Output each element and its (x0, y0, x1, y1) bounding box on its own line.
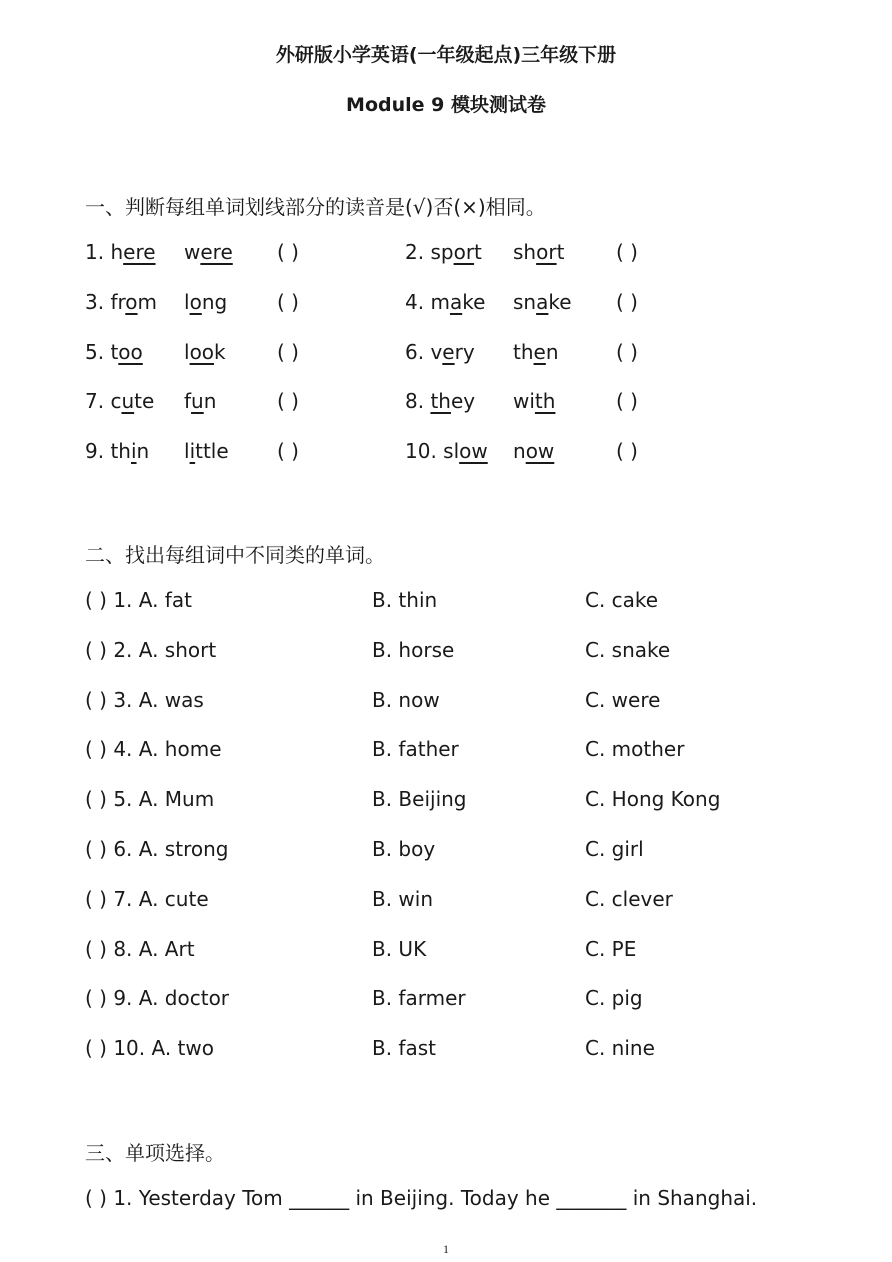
page-number: 1 (443, 1242, 449, 1256)
option-b: B. UK (372, 936, 427, 961)
word-part: ng (201, 289, 228, 314)
document-subtitle: Module 9 模块测试卷 (346, 94, 546, 116)
word-w1 (430, 340, 474, 364)
word-part: w (184, 240, 201, 264)
word-part: te (134, 389, 155, 414)
question-option-a: ( ) 9. A. doctor (85, 986, 230, 1011)
question-option-a: ( ) 2. A. short (85, 637, 217, 662)
word-part: sn (513, 289, 537, 314)
section2-heading: 二、找出每组词中不同类的单词。 (85, 543, 385, 567)
answer-bracket[interactable]: ( ) (616, 240, 638, 264)
word-w1 (430, 290, 485, 314)
pronunciation-row (85, 340, 845, 370)
word-part: th (513, 339, 534, 364)
word-w2 (184, 240, 233, 264)
underlined-part: o (189, 289, 202, 314)
pronunciation-row (85, 240, 845, 270)
word-w2 (513, 340, 559, 364)
answer-bracket[interactable]: ( ) (616, 439, 638, 464)
underlined-part: or (536, 240, 557, 264)
word-part: fr (110, 289, 126, 314)
word-w2 (184, 290, 227, 314)
underlined-part: u (121, 389, 135, 414)
word-w2 (513, 290, 572, 314)
answer-bracket[interactable]: ( ) (616, 289, 638, 314)
word-part: t (556, 240, 565, 264)
pronunciation-item (85, 290, 157, 314)
option-c: C. mother (585, 737, 685, 762)
option-b: B. farmer (372, 986, 466, 1011)
option-b: B. boy (372, 837, 436, 861)
word-w1 (443, 439, 488, 463)
word-w1 (110, 389, 154, 413)
answer-bracket[interactable]: ( ) (616, 339, 638, 364)
option-c: C. cake (585, 588, 659, 612)
word-w1 (110, 240, 155, 264)
answer-bracket[interactable]: ( ) (277, 289, 299, 314)
pronunciation-item (405, 240, 482, 264)
pronunciation-row (85, 439, 845, 469)
word-part: sp (430, 240, 454, 264)
word-part: l (184, 289, 190, 314)
word-part: n (136, 439, 150, 464)
underlined-part: or (453, 240, 475, 264)
word-w2 (513, 240, 564, 264)
item-number: 3. (85, 289, 105, 314)
section1-heading: 一、判断每组单词划线部分的读音是(√)否(×)相同。 (85, 195, 546, 219)
option-c: C. snake (585, 637, 671, 662)
word-w1 (110, 340, 142, 364)
word-part: f (184, 389, 192, 414)
option-c: C. clever (585, 886, 673, 911)
pronunciation-row (85, 389, 845, 419)
odd-one-out-row (85, 588, 845, 618)
question-option-a: ( ) 5. A. Mum (85, 787, 215, 812)
word-part: l (184, 339, 190, 364)
item-number: 4. (405, 289, 425, 314)
underlined-part: ere (200, 240, 233, 264)
word-part: ry (454, 339, 475, 364)
pronunciation-item (405, 389, 475, 413)
odd-one-out-row (85, 937, 845, 967)
odd-one-out-row (85, 1036, 845, 1066)
item-number: 2. (405, 240, 425, 264)
option-b: B. win (372, 886, 434, 911)
document-title: 外研版小学英语(一年级起点)三年级下册 (275, 44, 617, 66)
question-option-a: ( ) 4. A. home (85, 737, 222, 762)
pronunciation-item (405, 439, 488, 463)
underlined-part: o (125, 289, 138, 314)
underlined-part: u (191, 389, 204, 414)
question-option-a: ( ) 10. A. two (85, 1036, 214, 1061)
option-b: B. horse (372, 637, 455, 662)
pronunciation-item (85, 240, 156, 264)
item-number: 5. (85, 339, 105, 364)
word-part: n (513, 439, 526, 464)
answer-bracket[interactable]: ( ) (277, 240, 299, 264)
answer-bracket[interactable]: ( ) (277, 339, 299, 364)
word-part: m (137, 289, 158, 314)
word-part: ke (462, 289, 486, 314)
word-part: t (474, 240, 482, 264)
option-b: B. Beijing (372, 787, 467, 812)
pronunciation-item (405, 290, 485, 314)
underlined-part: e (442, 339, 455, 364)
question-option-a: ( ) 3. A. was (85, 687, 204, 712)
answer-bracket[interactable]: ( ) (277, 439, 299, 464)
question-option-a: ( ) 7. A. cute (85, 886, 209, 911)
pronunciation-item (405, 340, 475, 364)
word-part: th (110, 439, 131, 464)
option-c: C. were (585, 687, 661, 712)
odd-one-out-row (85, 986, 845, 1016)
underlined-part: e (533, 339, 546, 364)
word-part: v (430, 339, 443, 364)
item-number: 9. (85, 439, 105, 464)
word-part: n (545, 339, 559, 364)
word-part: ke (548, 289, 572, 314)
option-c: C. girl (585, 837, 644, 861)
option-c: C. Hong Kong (585, 787, 721, 812)
item-number: 1. (85, 240, 105, 264)
word-w1 (110, 439, 149, 463)
word-part: ttle (195, 439, 229, 464)
underlined-part: oo (118, 339, 143, 364)
odd-one-out-row (85, 837, 845, 867)
item-number: 7. (85, 389, 105, 414)
word-part: m (430, 289, 450, 314)
underlined-part: a (449, 289, 463, 314)
pronunciation-item (85, 389, 154, 413)
item-number: 10. (405, 439, 437, 464)
underlined-part: ere (123, 240, 156, 264)
word-part: c (110, 389, 122, 414)
word-w2 (513, 389, 555, 413)
underlined-part: a (536, 289, 549, 314)
question-option-a: ( ) 8. A. Art (85, 936, 195, 961)
word-w1 (430, 240, 481, 264)
odd-one-out-row (85, 787, 845, 817)
pronunciation-item (85, 439, 149, 463)
option-b: B. now (372, 687, 440, 712)
underlined-part: ow (459, 439, 488, 464)
underlined-part: th (534, 389, 556, 414)
word-part: l (184, 439, 190, 464)
option-c: C. nine (585, 1036, 655, 1061)
question-option-a: ( ) 6. A. strong (85, 837, 229, 861)
underlined-part: ow (525, 439, 555, 464)
word-part: ey (450, 389, 476, 414)
underlined-part: th (430, 389, 451, 414)
item-number: 8. (405, 389, 425, 414)
word-w2 (184, 340, 226, 364)
word-part: k (214, 339, 226, 364)
option-c: C. PE (585, 936, 637, 961)
word-part: sl (443, 439, 460, 464)
pronunciation-row (85, 290, 845, 320)
odd-one-out-row (85, 887, 845, 917)
option-b: B. fast (372, 1036, 436, 1061)
section3-heading: 三、单项选择。 (85, 1141, 225, 1165)
answer-bracket[interactable]: ( ) (616, 389, 638, 414)
word-part: n (203, 389, 217, 414)
word-w2 (513, 439, 554, 463)
odd-one-out-row (85, 638, 845, 668)
pronunciation-item (85, 340, 143, 364)
word-w1 (110, 290, 157, 314)
option-c: C. pig (585, 986, 643, 1011)
option-b: B. thin (372, 588, 438, 612)
word-part: wi (513, 389, 535, 414)
word-w2 (184, 439, 229, 463)
option-b: B. father (372, 737, 459, 762)
word-part: sh (513, 240, 537, 264)
underlined-part: i (189, 439, 196, 464)
question-option-a: ( ) 1. A. fat (85, 588, 192, 612)
underlined-part: i (130, 439, 137, 464)
word-w2 (184, 389, 216, 413)
item-number: 6. (405, 339, 425, 364)
answer-bracket[interactable]: ( ) (277, 389, 299, 414)
odd-one-out-row (85, 737, 845, 767)
word-part: t (110, 339, 119, 364)
multiple-choice-question: ( ) 1. Yesterday Tom ______ in Beijing. Today he _______ in Shanghai. (85, 1186, 758, 1210)
odd-one-out-row (85, 688, 845, 718)
underlined-part: oo (189, 339, 215, 364)
word-part: h (110, 240, 124, 264)
word-w1 (430, 389, 475, 413)
